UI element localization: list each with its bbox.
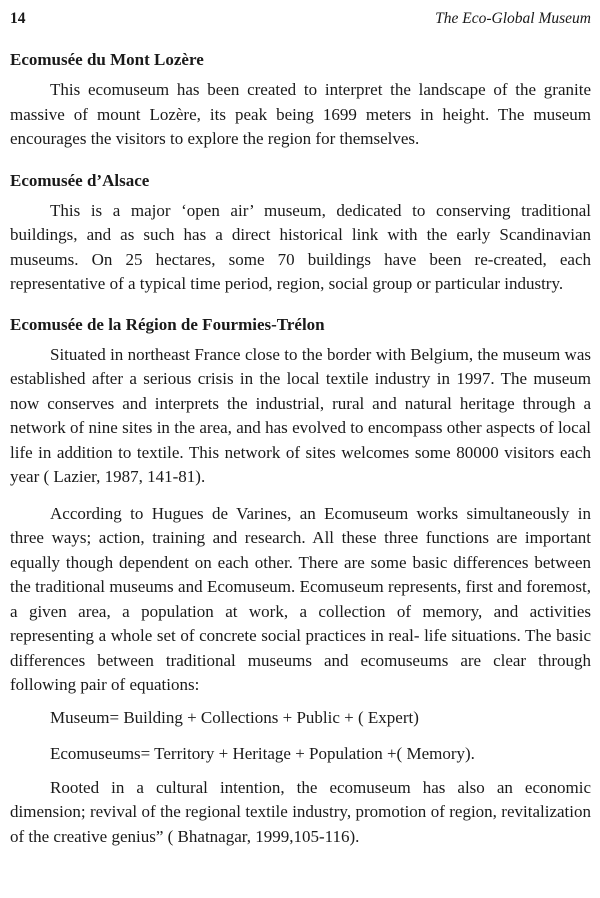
running-title: The Eco-Global Museum — [435, 10, 591, 27]
section-heading-alsace: Ecomusée d’Alsace — [10, 170, 150, 190]
paragraph-closing: Rooted in a cultural intention, the ecomuseum has also an economic dimension; revival of the regional textile industry, promotion of region, revitalization of the creative genius” ( Bhatnagar, 1999,105-116). — [10, 777, 591, 846]
equation-ecomuseum: Ecomuseums= Territory + Heritage + Population +( Memory). — [50, 744, 475, 763]
paragraph-fourmies-trelon: Situated in northeast France close to the border with Belgium, the museum was established after a serious crisis in the local textile industry in 1997. The museum now conserves and interprets the industrial, rural and natural heritage through a network of nine sites in the area, and has evolved to encompass other aspects of local life in addition to textile. This network of sites welcomes some 80000 visitors each year ( Lazier, 1987, 141-81). — [10, 344, 591, 486]
paragraph-alsace: This is a major ‘open air’ museum, dedicated to conserving traditional buildings, and as such has a direct historical link with the early Scandinavian museums. On 25 hectares, some 70 buildings have been re-created, each representative of a typical time period, region, social group or particular industry. — [10, 200, 591, 293]
section-heading-mont-lozere: Ecomusée du Mont Lozère — [10, 50, 204, 69]
equation-museum: Museum= Building + Collections + Public + ( Expert) — [50, 707, 419, 727]
section-heading-fourmies-trelon: Ecomusée de la Région de Fourmies-Trélon — [10, 314, 325, 334]
paragraph-varines: According to Hugues de Varines, an Ecomuseum works simultaneously in three ways; action, training and research. All these three functions are important equally though dependent on each other. There are some basic differences between the traditional museums and Ecomuseum. Ecomuseum represents, first and foremost, a given area, a population at work, a collection of memory, and activities representing a whole set of concrete social practices in real- life situations. The basic differences between traditional museums and ecomuseums are clear through following pair of equations: — [10, 503, 591, 694]
running-header — [10, 10, 591, 28]
page-number: 14 — [10, 10, 26, 27]
paragraph-mont-lozere: This ecomuseum has been created to interpret the landscape of the granite massive of mount Lozère, its peak being 1699 meters in height. The museum encourages the visitors to explore the region for themselves. — [10, 80, 591, 148]
